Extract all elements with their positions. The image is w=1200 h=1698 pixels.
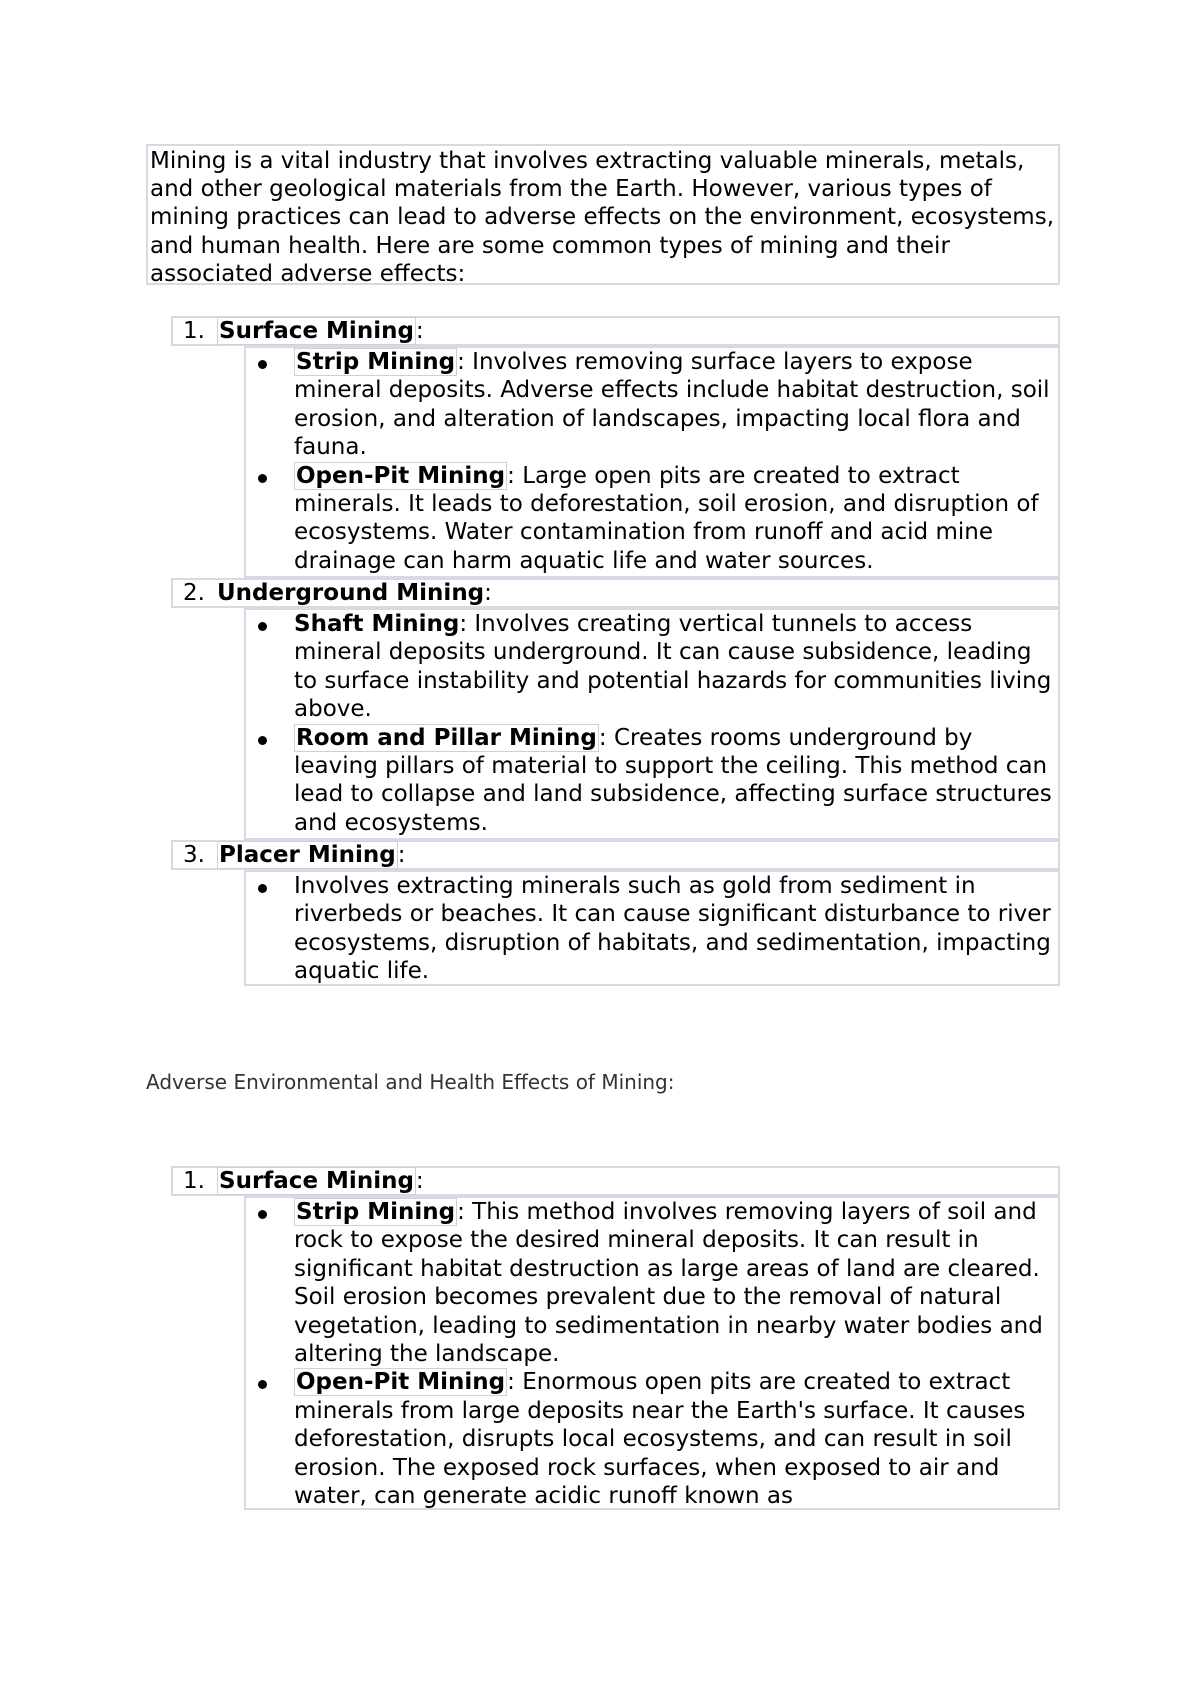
bullet-text: Involves extracting minerals such as gold from sediment in riverbeds or beaches. It can cause significant disturbance to river ecosystems, disruption of habitats, and sedimentation, impacting aquatic life.	[294, 873, 1051, 985]
list-title: Underground Mining	[217, 580, 485, 606]
list-number: 1.	[183, 1168, 205, 1194]
bullet-term: Open-Pit Mining	[296, 1369, 506, 1396]
intro-paragraph: Mining is a vital industry that involves extracting valuable minerals, metals, and other geological materials from the Earth. However, various types of mining practices can lead to adverse effects on the environment, ecosystems, and human health. Here are some common types of mining and their associated adverse effects:	[146, 144, 1060, 285]
list-number: 1.	[183, 318, 205, 344]
bullet-icon	[258, 474, 267, 483]
bullet-item	[246, 462, 1058, 576]
list-title: Surface Mining	[219, 1168, 414, 1194]
list-number: 3.	[183, 842, 205, 868]
bullet-group-placer-mining	[244, 870, 1060, 986]
bullet-icon	[258, 884, 267, 893]
bullet-icon	[258, 1380, 267, 1389]
section-heading: Adverse Environmental and Health Effects of Mining:	[146, 1070, 675, 1094]
bullet-item	[246, 872, 1058, 986]
bullet-term: Strip Mining	[296, 1199, 456, 1225]
bullet-item	[246, 348, 1058, 462]
bullet-term: Room and Pillar Mining	[296, 724, 597, 751]
bullet-icon	[258, 1210, 267, 1219]
bullet-text: : Creates rooms underground by leaving pillars of material to support the ceiling. This method can lead to collapse and land subsidence, affecting surface structures and ecosystems.	[294, 724, 1052, 836]
bullet-term: Open-Pit Mining	[296, 462, 506, 489]
list-number: 2.	[183, 580, 205, 606]
bullet-item	[246, 610, 1058, 724]
bullet-icon	[258, 736, 267, 745]
list-title: Surface Mining	[219, 318, 414, 344]
bullet-term: Shaft Mining	[294, 611, 460, 637]
list-title: Placer Mining	[219, 842, 396, 868]
list-item-placer-mining: 3. Placer Mining:	[171, 840, 1060, 870]
list-item-underground-mining: 2. Underground Mining:	[171, 578, 1060, 608]
bullet-text: : Enormous open pits are created to extract minerals from large deposits near the Earth's surface. It causes deforestation, disrupts local ecosystems, and can result in soil erosion. The exposed rock surfaces, when exposed to air and water, can generate acidic runoff known as	[294, 1369, 1026, 1510]
list-item-surface-mining: 1. Surface Mining:	[171, 316, 1060, 346]
bullet-item	[246, 724, 1058, 838]
bullet-group-underground-mining	[244, 608, 1060, 840]
bullet-item	[246, 1368, 1058, 1510]
list-item-surface-mining-2: 1. Surface Mining:	[171, 1166, 1060, 1196]
bullet-term: Strip Mining	[296, 349, 456, 375]
bullet-text: : Large open pits are created to extract minerals. It leads to deforestation, soil erosion, and disruption of ecosystems. Water contamination from runoff and acid mine drainage can harm aquatic life and water sources.	[294, 462, 1039, 574]
bullet-text: : This method involves removing layers of soil and rock to expose the desired mineral deposits. It can result in significant habitat destruction as large areas of land are cleared. Soil erosion becomes prevalent due to the removal of natural vegetation, leading to sedimentation in nearby water bodies and altering the landscape.	[294, 1199, 1043, 1368]
bullet-group-surface-mining	[244, 346, 1060, 578]
bullet-icon	[258, 360, 267, 369]
bullet-text: : Involves creating vertical tunnels to access mineral deposits underground. It can cause subsidence, leading to surface instability and potential hazards for communities living above.	[294, 611, 1052, 723]
bullet-text: : Involves removing surface layers to expose mineral deposits. Adverse effects include habitat destruction, soil erosion, and alteration of landscapes, impacting local flora and fauna.	[294, 349, 1050, 461]
bullet-icon	[258, 622, 267, 631]
bullet-group-surface-mining-2	[244, 1196, 1060, 1510]
bullet-item	[246, 1198, 1058, 1368]
